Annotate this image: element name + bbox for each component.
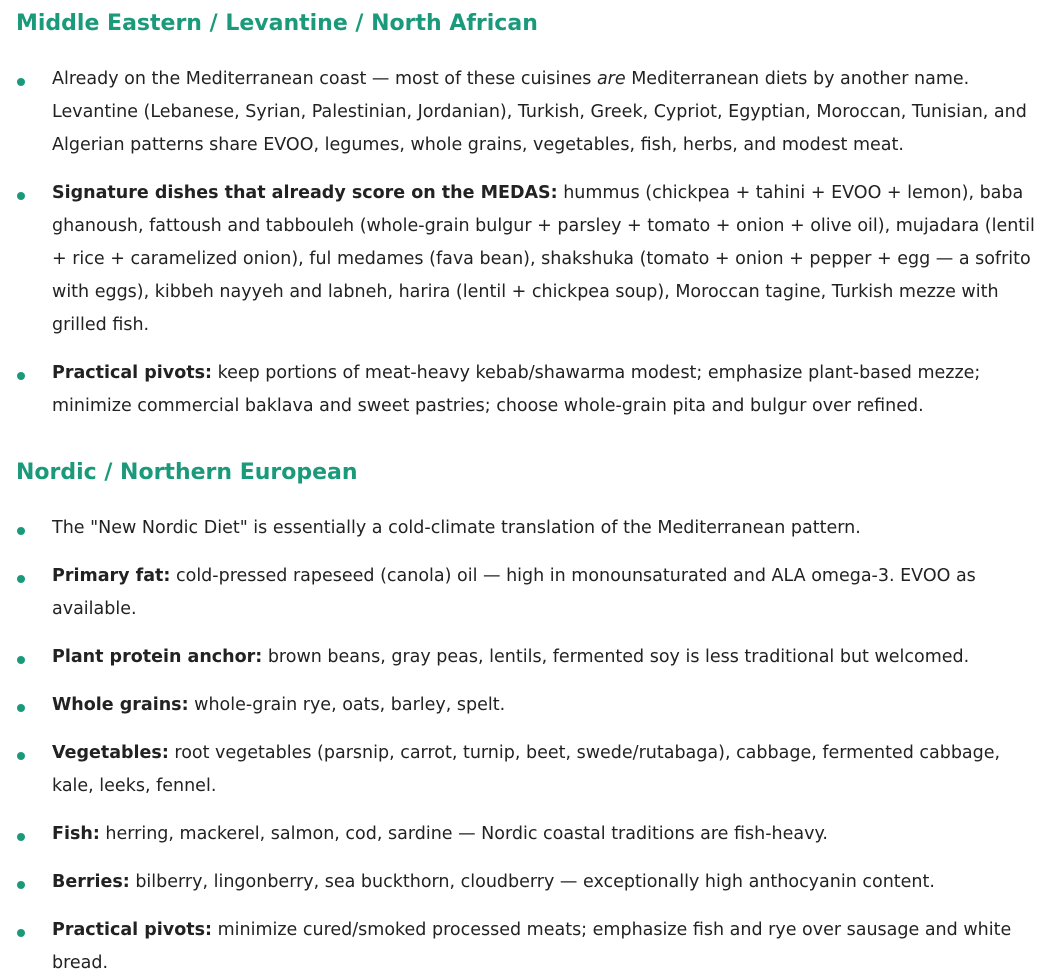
item-label: Practical pivots: — [52, 920, 213, 940]
list-item — [16, 914, 1044, 980]
section-heading-middle-eastern: Middle Eastern / Levantine / North African — [16, 11, 538, 36]
item-label: Practical pivots: — [52, 363, 213, 383]
list-item — [16, 560, 1044, 626]
item-text: keep portions of meat-heavy kebab/shawarma modest; emphasize plant-based mezze; minimize commercial baklava and sweet pastries; choose whole-grain pita and bulgur over refined. — [52, 363, 981, 416]
list-item — [16, 63, 1044, 162]
item-text: whole-grain rye, oats, barley, spelt. — [188, 695, 506, 715]
item-text: Mediterranean diets by another name. Levantine (Lebanese, Syrian, Palestinian, Jordanian), Turkish, Greek, Cypriot, Egyptian, Moroccan, Tunisian, and Algerian patterns share EVOO, legumes, whole grains, vegetables, fish, herbs, and modest meat. — [52, 69, 1027, 155]
item-text: The "New Nordic Diet" is essentially a cold-climate translation of the Mediterranean pattern. — [52, 518, 861, 538]
bullet-icon — [17, 929, 25, 937]
item-label: Fish: — [52, 824, 100, 844]
item-text: herring, mackerel, salmon, cod, sardine — Nordic coastal traditions are fish-heavy. — [99, 824, 828, 844]
list-item — [16, 357, 1044, 423]
bullet-icon — [17, 656, 25, 664]
item-text: cold-pressed rapeseed (canola) oil — high in monounsaturated and ALA omega-3. EVOO as available. — [52, 566, 976, 619]
item-label: Vegetables: — [52, 743, 169, 763]
bullet-icon — [17, 527, 25, 535]
list-item — [16, 641, 1044, 674]
list-item — [16, 866, 1044, 899]
item-text: minimize cured/smoked processed meats; emphasize fish and rye over sausage and white bread. — [52, 920, 1012, 973]
list-item — [16, 818, 1044, 851]
bullet-icon — [17, 752, 25, 760]
item-text: root vegetables (parsnip, carrot, turnip, beet, swede/rutabaga), cabbage, fermented cabbage, kale, leeks, fennel. — [52, 743, 1001, 796]
item-label: Plant protein anchor: — [52, 647, 263, 667]
list-item — [16, 689, 1044, 722]
item-text: bilberry, lingonberry, sea buckthorn, cloudberry — exceptionally high anthocyanin content. — [129, 872, 935, 892]
bullet-icon — [17, 833, 25, 841]
bullet-icon — [17, 704, 25, 712]
item-label: Primary fat: — [52, 566, 171, 586]
item-label: Whole grains: — [52, 695, 189, 715]
list-item — [16, 737, 1044, 803]
list-item — [16, 512, 1044, 545]
nordic-list — [16, 512, 1044, 980]
bullet-icon — [17, 575, 25, 583]
list-item — [16, 177, 1044, 342]
bullet-icon — [17, 881, 25, 889]
item-text: brown beans, gray peas, lentils, fermented soy is less traditional but welcomed. — [262, 647, 970, 667]
item-text: hummus (chickpea + tahini + EVOO + lemon), baba ghanoush, fattoush and tabbouleh (whole-grain bulgur + parsley + tomato + onion + olive oil), mujadara (lentil + rice + caramelized onion), ful medames (fava bean), shakshuka (tomato + onion + pepper + egg — a sofrito with eggs), kibbeh nayyeh and labneh, harira (lentil + chickpea soup), Moroccan tagine, Turkish mezze with grilled fish. — [52, 183, 1035, 335]
item-text-pre: Already on the Mediterranean coast — most of these cuisines — [52, 69, 597, 89]
section-heading-nordic: Nordic / Northern European — [16, 460, 358, 485]
bullet-icon — [17, 78, 25, 86]
item-label: Berries: — [52, 872, 130, 892]
item-label: Signature dishes that already score on the MEDAS: — [52, 183, 558, 203]
bullet-icon — [17, 372, 25, 380]
item-emphasis: are — [596, 69, 626, 89]
bullet-icon — [17, 192, 25, 200]
middle-eastern-list — [16, 63, 1044, 423]
